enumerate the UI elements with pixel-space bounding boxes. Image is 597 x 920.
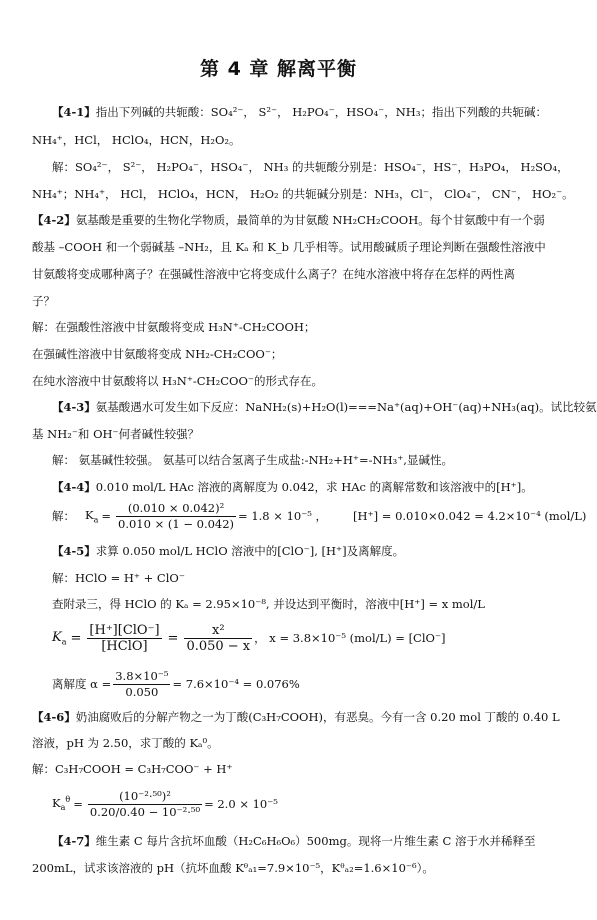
alpha-result: = 7.6×10⁻⁴ = 0.076% bbox=[172, 677, 300, 691]
ka-symbol: $K_a^\theta$ bbox=[52, 795, 71, 813]
ka-result: = 2.0 × 10⁻⁵ bbox=[204, 797, 278, 811]
problem-4-2-solution-line2: 在强碱性溶液中甘氨酸将变成 NH₂-CH₂COO⁻； bbox=[32, 347, 283, 361]
problem-4-1-solution-line1: 解：SO₄²⁻， S²⁻， H₂PO₄⁻，HSO₄⁻， NH₃ 的共轭酸分别是：HSO₄⁻，HS⁻，H₃PO₄， H₂SO₄， bbox=[52, 160, 569, 174]
problem-4-7-line1: 【4-7】维生素 C 每片含抗坏血酸（H₂C₆H₆O₆）500mg。现将一片维生素 C 溶于水并稀释至 bbox=[52, 834, 536, 848]
fraction-numerator: (0.010 × 0.042)² bbox=[116, 501, 236, 517]
fraction-denominator: 0.010 × (1 − 0.042) bbox=[118, 516, 235, 531]
problem-4-3-line1: 【4-3】氨基酸遇水可发生如下反应：NaNH₂(s)+H₂O(l)===Na⁺(aq)+OH⁻(aq)+NH₃(aq)。试比较氨 bbox=[52, 400, 597, 414]
problem-4-1-line1: 【4-1】指出下列碱的共轭酸：SO₄²⁻， S²⁻， H₂PO₄⁻，HSO₄⁻，NH₃；指出下列酸的共轭碱： bbox=[52, 105, 547, 119]
ka-fraction-concentrations: $\frac{\text{[H⁺][ClO⁻]}}{\text{[HClO]}}$ bbox=[89, 622, 160, 654]
problem-4-1-solution-line2: NH₄⁺；NH₄⁺， HCl， HClO₄，HCN， H₂O₂ 的共轭碱分别是：NH₃，Cl⁻， ClO₄⁻， CN⁻， HO₂⁻。 bbox=[32, 187, 574, 201]
problem-number: 【4-2】 bbox=[32, 213, 76, 227]
problem-4-7-line2: 200mL，试求该溶液的 pH（抗坏血酸 Kᶿₐ₁=7.9×10⁻⁵，Kᶿₐ₂=1.6×10⁻⁶）。 bbox=[32, 861, 434, 875]
x-result: ， x = 3.8×10⁻⁵ (mol/L) = [ClO⁻] bbox=[254, 631, 446, 645]
problem-4-6-line1: 【4-6】奶油腐败后的分解产物之一为丁酸(C₃H₇COOH)，有恶臭。今有一含 0.20 mol 丁酸的 0.40 L bbox=[32, 710, 560, 724]
problem-number: 【4-6】 bbox=[32, 710, 76, 724]
problem-4-5-line1: 【4-5】求算 0.050 mol/L HClO 溶液中的[ClO⁻], [H⁺]及离解度。 bbox=[52, 544, 405, 558]
problem-4-2-line2: 酸基 –COOH 和一个弱碱基 –NH₂，且 Kₐ 和 K_b 几乎相等。试用酸碱质子理论判断在强酸性溶液中 bbox=[32, 240, 546, 254]
problem-number: 【4-7】 bbox=[52, 834, 96, 848]
problem-4-4-line1: 【4-4】0.010 mol/L HAc 溶液的离解度为 0.042，求 HAc 的离解常数和该溶液中的[H⁺]。 bbox=[52, 480, 533, 494]
ka-fraction-x: $\frac{\text{x²}}{0.050 - x}$ bbox=[186, 622, 251, 654]
problem-number: 【4-1】 bbox=[52, 105, 96, 119]
problem-4-5-dissociation bbox=[52, 664, 300, 704]
problem-4-6-line2: 溶液，pH 为 2.50，求丁酸的 Kₐ⁰。 bbox=[32, 736, 219, 750]
problem-number: 【4-4】 bbox=[52, 480, 96, 494]
ka-symbol: $K_a$ bbox=[52, 629, 67, 647]
solution-label: 解： bbox=[52, 509, 75, 523]
problem-number: 【4-5】 bbox=[52, 544, 96, 558]
problem-4-6-solution-line1: 解：C₃H₇COOH = C₃H₇COO⁻ + H⁺ bbox=[32, 762, 233, 776]
ka-result: = 1.8 × 10⁻⁵ ， bbox=[238, 509, 328, 523]
alpha-label: 离解度 α = bbox=[52, 677, 112, 691]
problem-4-6-equation: $K_a^\theta$ = $\frac{\text{(10⁻²·⁵⁰)²}}{\text{0.20/0.40 − 10⁻²·⁵⁰}}$ = 2.0 × 10⁻⁵ bbox=[52, 788, 278, 819]
ka-fraction bbox=[116, 501, 236, 532]
problem-4-2-solution-line3: 在纯水溶液中甘氨酸将以 H₃N⁺-CH₂COO⁻的形式存在。 bbox=[32, 374, 323, 388]
problem-4-2-line1: 【4-2】氨基酸是重要的生物化学物质，最简单的为甘氨酸 NH₂CH₂COOH。每个甘氨酸中有一个弱 bbox=[32, 213, 545, 227]
problem-4-3-line2: 基 NH₂⁻和 OH⁻何者碱性较强？ bbox=[32, 427, 200, 441]
problem-4-2-line3: 甘氨酸将变成哪种离子？在强碱性溶液中它将变成什么离子？在纯水溶液中将存在怎样的两性离 bbox=[32, 267, 515, 281]
problem-4-4-equation: 解： $K_a$ = $\frac{\text{(0.010 × 0.042)²}}{0.010 \times (1 - 0.042)}$ = 1.8 × 10⁻⁵ ， [H⁺] = 0.010×0.042 = 4.2×10⁻⁴ (mol/L) bbox=[52, 500, 587, 531]
problem-number: 【4-3】 bbox=[52, 400, 96, 414]
alpha-fraction: $\frac{\text{3.8×10⁻⁵}}{0.050}$ bbox=[115, 668, 169, 699]
problem-4-5-solution-line2: 查附录三，得 HClO 的 Kₐ = 2.95×10⁻⁸, 并设达到平衡时，溶液中[H⁺] = x mol/L bbox=[52, 597, 485, 611]
ka-fraction: $\frac{\text{(10⁻²·⁵⁰)²}}{\text{0.20/0.40 − 10⁻²·⁵⁰}}$ bbox=[89, 788, 201, 819]
problem-4-2-solution-line1: 解：在强酸性溶液中甘氨酸将变成 H₃N⁺-CH₂COOH； bbox=[32, 320, 316, 334]
problem-4-5-solution-line1: 解：HClO = H⁺ + ClO⁻ bbox=[52, 571, 185, 585]
problem-4-3-solution: 解： 氨基碱性较强。 氨基可以结合氢离子生成盐:-NH₂+H⁺=-NH₃⁺,显碱性。 bbox=[52, 453, 453, 467]
problem-4-5-equation: $K_a$ = $\frac{\text{[H⁺][ClO⁻]}}{\text{[HClO]}}$ = $\frac{\text{x²}}{0.050 - x}$ ， x = 3.8×10⁻⁵ (mol/L) = [ClO⁻] bbox=[52, 622, 446, 654]
ka-symbol: $K_a$ bbox=[85, 507, 99, 525]
chapter-title: 第 4 章 解离平衡 bbox=[199, 58, 358, 80]
problem-4-1-line2: NH₄⁺，HCl， HClO₄，HCN，H₂O₂。 bbox=[32, 133, 241, 147]
h-concentration: [H⁺] = 0.010×0.042 = 4.2×10⁻⁴ (mol/L) bbox=[353, 509, 587, 523]
problem-4-2-line4: 子？ bbox=[32, 294, 55, 308]
